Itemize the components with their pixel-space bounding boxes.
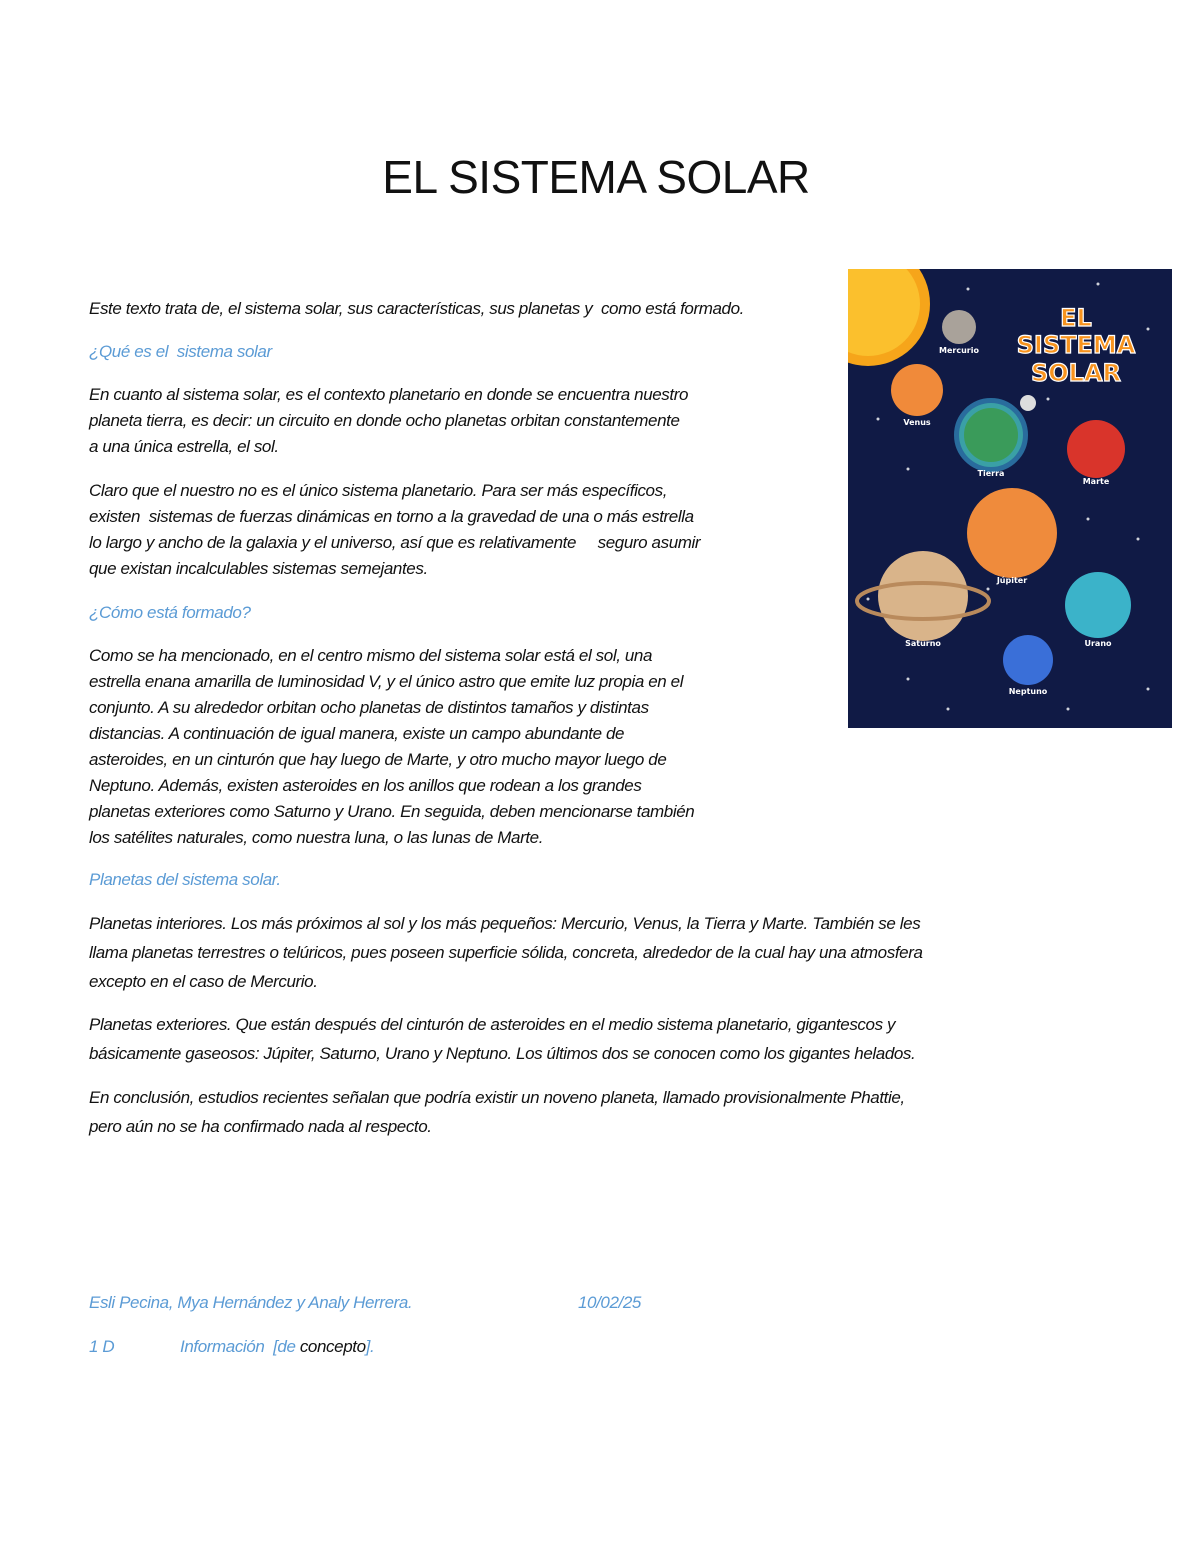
footer-date [578, 1290, 641, 1316]
label-mars: Marte [1082, 477, 1110, 486]
label-uranus: Urano [1084, 639, 1112, 648]
planet-neptune [1003, 635, 1053, 685]
heading-que-es [89, 339, 272, 365]
text-line: pero aún no se ha confirmado nada al respecto. [89, 1117, 432, 1136]
heading-text: ¿Qué es el sistema solar [89, 342, 272, 361]
paragraph-4 [89, 909, 923, 996]
text-line: básicamente gaseosos: Júpiter, Saturno, Urano y Neptuno. Los últimos dos se conocen como los gigantes helados. [89, 1044, 916, 1063]
paragraph-2 [89, 478, 700, 582]
info-suffix: ]. [365, 1337, 375, 1356]
paragraph-6 [89, 1083, 905, 1141]
planet-mercury [942, 310, 976, 344]
poster-title-line: SOLAR [1030, 359, 1122, 387]
heading-text: ¿Cómo está formado? [89, 603, 251, 622]
date-text: 10/02/25 [578, 1293, 641, 1312]
text-line: Este texto trata de, el sistema solar, sus características, sus planetas y como está formado. [89, 299, 744, 318]
paragraph-5 [89, 1010, 915, 1068]
label-saturn: Saturno [905, 639, 941, 648]
planet-saturn [878, 551, 968, 641]
planet-mars [1067, 420, 1125, 478]
info-prefix: Información [de [180, 1337, 300, 1356]
text-line: conjunto. A su alrededor orbitan ocho planetas de distintos tamaños y distintas [89, 698, 649, 717]
text-line: Neptuno. Además, existen asteroides en los anillos que rodean a los grandes [89, 776, 642, 795]
text-line: En cuanto al sistema solar, es el contexto planetario en donde se encuentra nuestro [89, 385, 689, 404]
poster-title-line: SISTEMA [1016, 331, 1136, 359]
page-title: EL SISTEMA SOLAR [382, 151, 810, 203]
footer-info [180, 1334, 374, 1360]
text-line: Planetas interiores. Los más próximos al sol y los más pequeños: Mercurio, Venus, la Tierra y Marte. También se les [89, 914, 921, 933]
label-neptune: Neptuno [1008, 687, 1048, 696]
paragraph-1 [89, 382, 688, 460]
text-line: estrella enana amarilla de luminosidad V, y el único astro que emite luz propia en el [89, 672, 684, 691]
text-line: existen sistemas de fuerzas dinámicas en torno a la gravedad de una o más estrella [89, 507, 694, 526]
text-line: Planetas exteriores. Que están después del cinturón de asteroides en el medio sistema planetario, gigantescos y [89, 1015, 896, 1034]
group-text: 1 D [89, 1337, 115, 1356]
text-line: llama planetas terrestres o telúricos, pues poseen superficie sólida, concreta, alrededor de la cual hay una atmosfera [89, 943, 923, 962]
moon [1020, 395, 1036, 411]
text-line: a una única estrella, el sol. [89, 437, 279, 456]
planet-jupiter [967, 488, 1057, 578]
label-earth: Tierra [977, 469, 1005, 478]
text-line: Claro que el nuestro no es el único sistema planetario. Para ser más específicos, [89, 481, 668, 500]
text-line: excepto en el caso de Mercurio. [89, 972, 318, 991]
text-line: planetas exteriores como Saturno y Urano. En seguida, deben mencionarse también [89, 802, 695, 821]
footer-group [89, 1334, 114, 1360]
authors-text: Esli Pecina, Mya Hernández y Analy Herrera. [89, 1293, 413, 1312]
text-line: los satélites naturales, como nuestra luna, o las lunas de Marte. [89, 828, 544, 847]
intro-paragraph [89, 296, 744, 322]
solar-system-poster-image [848, 269, 1172, 728]
planet-venus [891, 364, 943, 416]
info-word: concepto [299, 1337, 366, 1356]
text-line: que existan incalculables sistemas semejantes. [89, 559, 428, 578]
text-line: distancias. A continuación de igual manera, existe un campo abundante de [89, 724, 625, 743]
heading-como-esta-formado [89, 600, 251, 626]
paragraph-3 [89, 643, 694, 851]
footer-authors [89, 1290, 412, 1316]
label-mercury: Mercurio [939, 346, 979, 355]
heading-planetas [89, 867, 281, 893]
text-line: planeta tierra, es decir: un circuito en donde ocho planetas orbitan constantemente [89, 411, 680, 430]
text-line: Como se ha mencionado, en el centro mismo del sistema solar está el sol, una [89, 646, 653, 665]
label-venus: Venus [903, 418, 931, 427]
heading-text: Planetas del sistema solar. [89, 870, 281, 889]
text-line: asteroides, en un cinturón que hay luego de Marte, y otro mucho mayor luego de [89, 750, 667, 769]
planet-uranus [1065, 572, 1131, 638]
label-jupiter: Júpiter [996, 576, 1028, 585]
text-line: lo largo y ancho de la galaxia y el universo, así que es relativamente seguro asumir [89, 533, 701, 552]
poster-title-line: EL [1060, 304, 1092, 332]
text-line: En conclusión, estudios recientes señalan que podría existir un noveno planeta, llamado provisionalmente Phattie, [89, 1088, 905, 1107]
